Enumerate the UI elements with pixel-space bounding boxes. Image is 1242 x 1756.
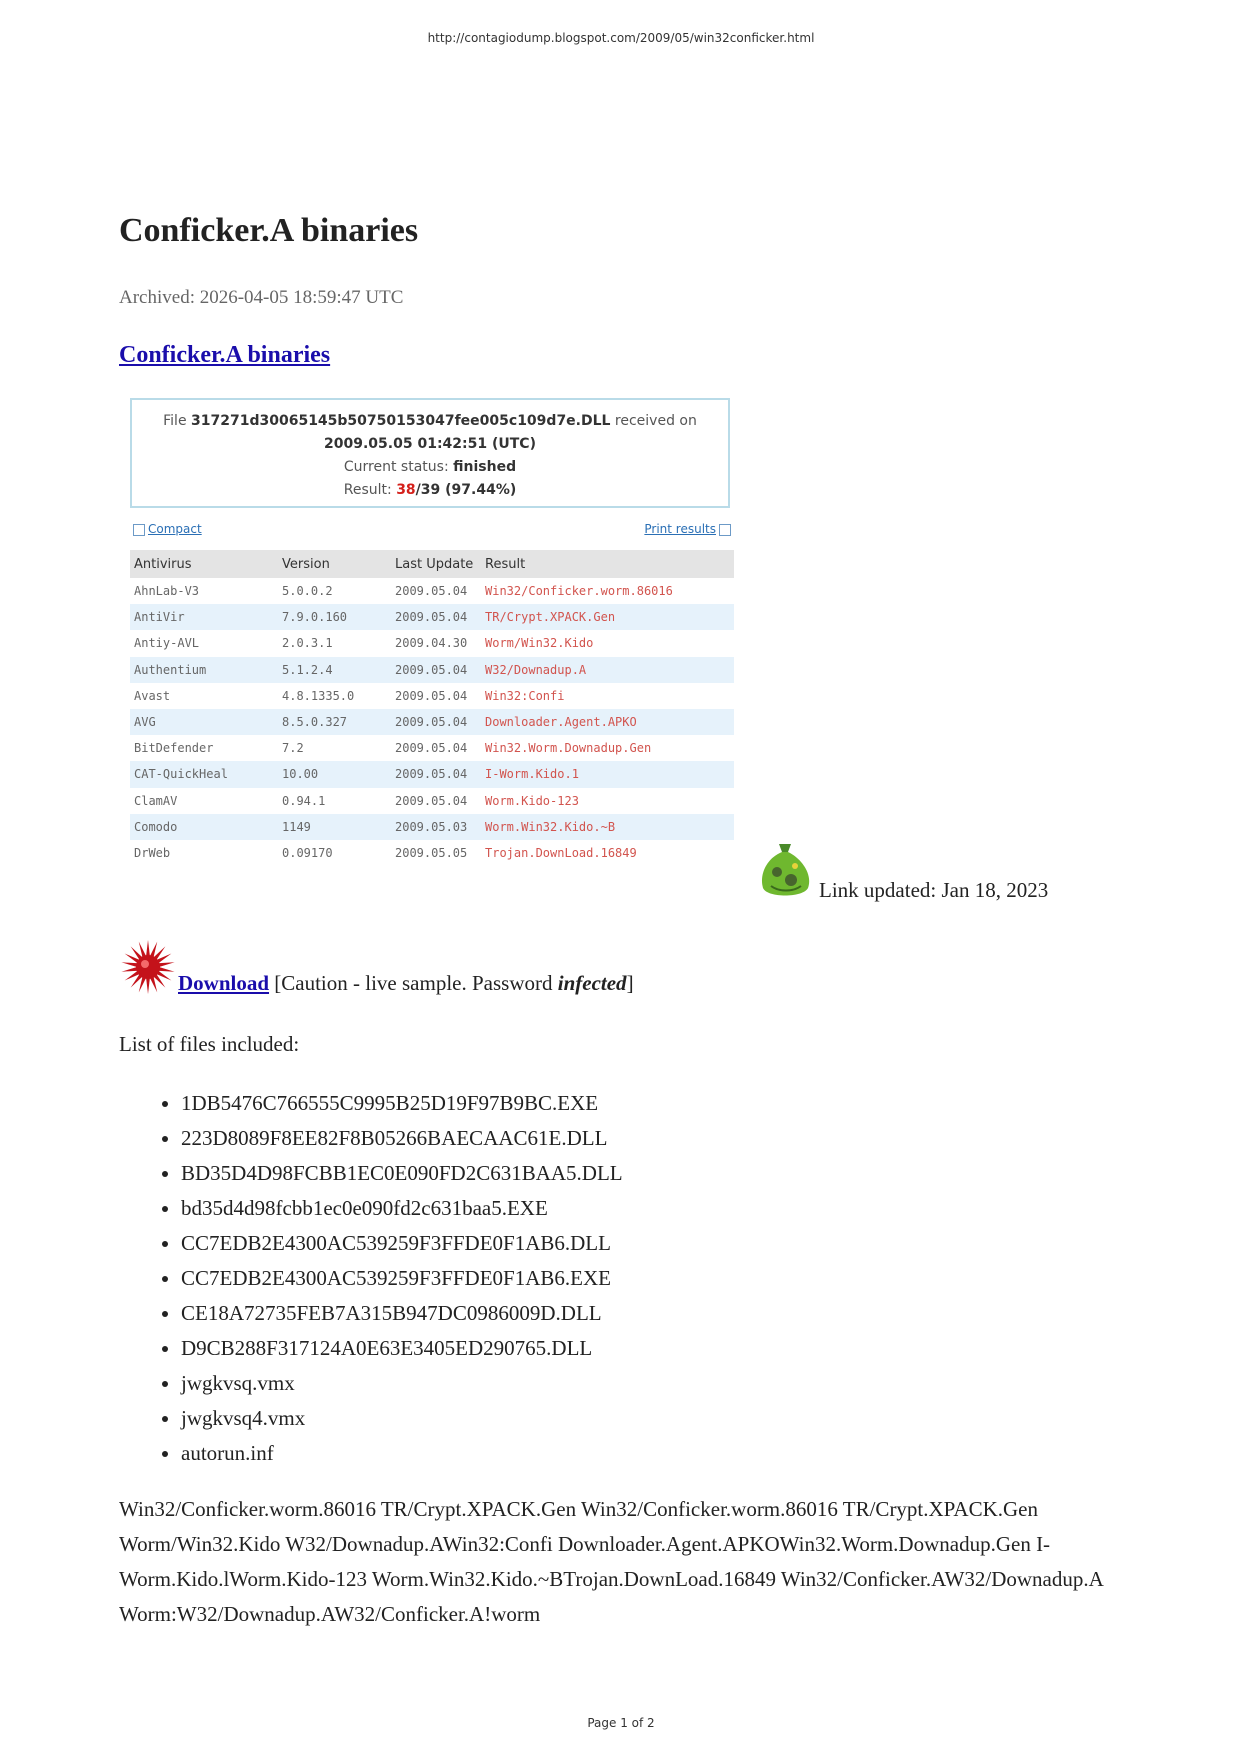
last-update: 2009.05.04 xyxy=(395,741,468,756)
files-list-title: List of files included: xyxy=(119,1032,300,1056)
av-version: 0.94.1 xyxy=(282,793,326,808)
column-header: Result xyxy=(481,550,734,578)
result-label: Result: xyxy=(343,482,392,498)
last-update: 2009.05.04 xyxy=(395,793,468,808)
detection-result: Downloader.Agent.APKO xyxy=(481,709,734,735)
table-row xyxy=(130,709,734,735)
list-item: • bd35d4d98fcbb1ec0e090fd2c631baa5.EXE xyxy=(181,1191,623,1226)
av-version: 2.0.3.1 xyxy=(282,636,333,651)
list-item: • CC7EDB2E4300AC539259F3FFDE0F1AB6.EXE xyxy=(181,1261,623,1296)
detection-result: Win32.Worm.Downadup.Gen xyxy=(485,741,652,756)
detection-result: W32/Downadup.A xyxy=(481,657,734,683)
link-updated-text: Link updated: Jan 18, 2023 xyxy=(819,878,1049,902)
antivirus-name: Comodo xyxy=(130,814,278,840)
file-prefix: File xyxy=(163,413,187,429)
post-title-link[interactable]: Conficker.A binaries xyxy=(119,342,331,368)
antivirus-table-body xyxy=(130,578,734,866)
last-update: 2009.05.04 xyxy=(391,657,481,683)
last-update: 2009.05.04 xyxy=(391,604,481,630)
page-title: Conficker.A binaries xyxy=(119,212,419,249)
antivirus-name: BitDefender xyxy=(134,741,214,756)
table-row xyxy=(130,788,734,814)
list-item: • CC7EDB2E4300AC539259F3FFDE0F1AB6.DLL xyxy=(181,1226,623,1261)
detections-text: Win32/Conficker.worm.86016 TR/Crypt.XPACK.Gen Win32/Conficker.worm.86016 TR/Crypt.XPACK.Gen Worm/Win32.Kido W32/Downadup.AWin32:Confi Downloader.Agent.APKOWin32.Worm.Downadup.Gen I-Worm.Kido.lWorm.Kido-123 Worm.Win32.Kido.~BTrojan.DownLoad.16849 Win32/Conficker.AW32/Downadup.A Worm:W32/Downadup.AW32/Conficker.A!worm xyxy=(119,1497,1103,1626)
list-item: • autorun.inf xyxy=(181,1436,623,1471)
close-bracket: ] xyxy=(626,971,634,995)
av-version: 10.00 xyxy=(278,761,391,787)
detection-result: Worm.Win32.Kido.~B xyxy=(481,814,734,840)
table-row xyxy=(130,735,734,761)
files-list xyxy=(119,1086,623,1471)
column-header: Last Update xyxy=(391,550,481,578)
antivirus-name: DrWeb xyxy=(134,845,171,860)
list-item: • jwgkvsq4.vmx xyxy=(181,1401,623,1436)
table-row xyxy=(130,761,734,787)
table-row xyxy=(130,683,734,709)
detection-result: TR/Crypt.XPACK.Gen xyxy=(481,604,734,630)
last-update: 2009.05.04 xyxy=(391,761,481,787)
list-item: • 1DB5476C766555C9995B25D19F97B9BC.EXE xyxy=(181,1086,623,1121)
detection-result: Worm.Kido-123 xyxy=(485,793,579,808)
expand-icon xyxy=(133,524,145,536)
av-version: 4.8.1335.0 xyxy=(282,688,355,703)
antivirus-name: AVG xyxy=(130,709,278,735)
detection-result: Win32/Conficker.worm.86016 xyxy=(485,584,673,599)
av-version: 5.1.2.4 xyxy=(278,657,391,683)
list-item: • BD35D4D98FCBB1EC0E090FD2C631BAA5.DLL xyxy=(181,1156,623,1191)
column-header: Version xyxy=(278,550,391,578)
list-item: • jwgkvsq.vmx xyxy=(181,1366,623,1401)
received-text: received on xyxy=(614,413,697,429)
image-torn-edge xyxy=(130,866,734,884)
virus-icon xyxy=(119,938,177,996)
scan-summary xyxy=(130,398,730,508)
detection-result: Win32:Confi xyxy=(485,688,565,703)
last-update: 2009.05.04 xyxy=(395,688,468,703)
bio-bag-icon xyxy=(753,838,817,902)
detection-result: Trojan.DownLoad.16849 xyxy=(485,845,637,860)
table-row xyxy=(130,604,734,630)
table-row xyxy=(130,657,734,683)
print-icon xyxy=(719,524,731,536)
archived-timestamp: Archived: 2026-04-05 18:59:47 UTC xyxy=(119,287,404,308)
status-label: Current status: xyxy=(343,459,449,475)
table-header-row xyxy=(130,550,734,578)
file-name: 317271d30065145b50750153047fee005c109d7e.DLL xyxy=(191,413,611,429)
av-version: 7.9.0.160 xyxy=(278,604,391,630)
table-row xyxy=(130,840,734,866)
compact-link[interactable]: Compact xyxy=(130,522,202,536)
scan-result-image xyxy=(130,398,734,884)
result-total: /39 (97.44%) xyxy=(415,482,517,498)
table-row xyxy=(130,814,734,840)
table-row xyxy=(130,578,734,604)
status-value: finished xyxy=(453,459,517,475)
av-version: 8.5.0.327 xyxy=(278,709,391,735)
antivirus-name: Avast xyxy=(134,688,171,703)
antivirus-name: AhnLab-V3 xyxy=(134,584,200,599)
antivirus-name: AntiVir xyxy=(130,604,278,630)
last-update: 2009.05.05 xyxy=(395,845,468,860)
list-item: • CE18A72735FEB7A315B947DC0986009D.DLL xyxy=(181,1296,623,1331)
detection-result: Worm/Win32.Kido xyxy=(485,636,594,651)
antivirus-table xyxy=(130,550,734,866)
antivirus-name: ClamAV xyxy=(134,793,178,808)
detection-result: I-Worm.Kido.1 xyxy=(481,761,734,787)
last-update: 2009.05.04 xyxy=(391,709,481,735)
received-date: 2009.05.05 01:42:51 (UTC) xyxy=(324,436,536,452)
result-hits: 38 xyxy=(396,482,416,498)
page-url: http://contagiodump.blogspot.com/2009/05/win32conficker.html xyxy=(427,31,815,45)
list-item: • 223D8089F8EE82F8B05266BAECAAC61E.DLL xyxy=(181,1121,623,1156)
last-update: 2009.05.03 xyxy=(391,814,481,840)
download-line xyxy=(178,971,634,996)
caution-text: [Caution - live sample. Password xyxy=(274,971,553,995)
last-update: 2009.05.04 xyxy=(395,584,468,599)
column-header: Antivirus xyxy=(130,550,278,578)
download-link[interactable]: Download xyxy=(178,971,270,995)
last-update: 2009.04.30 xyxy=(395,636,468,651)
print-results-link[interactable]: Print results xyxy=(644,522,734,536)
antivirus-name: CAT-QuickHeal xyxy=(130,761,278,787)
av-version: 1149 xyxy=(278,814,391,840)
av-version: 5.0.0.2 xyxy=(282,584,333,599)
av-version: 0.09170 xyxy=(282,845,333,860)
antivirus-name: Authentium xyxy=(130,657,278,683)
table-row xyxy=(130,630,734,656)
antivirus-name: Antiy-AVL xyxy=(134,636,200,651)
page-footer: Page 1 of 2 xyxy=(587,1716,655,1730)
scan-toolbar xyxy=(130,522,734,540)
av-version: 7.2 xyxy=(282,741,304,756)
password-text: infected xyxy=(557,971,627,995)
list-item: • D9CB288F317124A0E63E3405ED290765.DLL xyxy=(181,1331,623,1366)
